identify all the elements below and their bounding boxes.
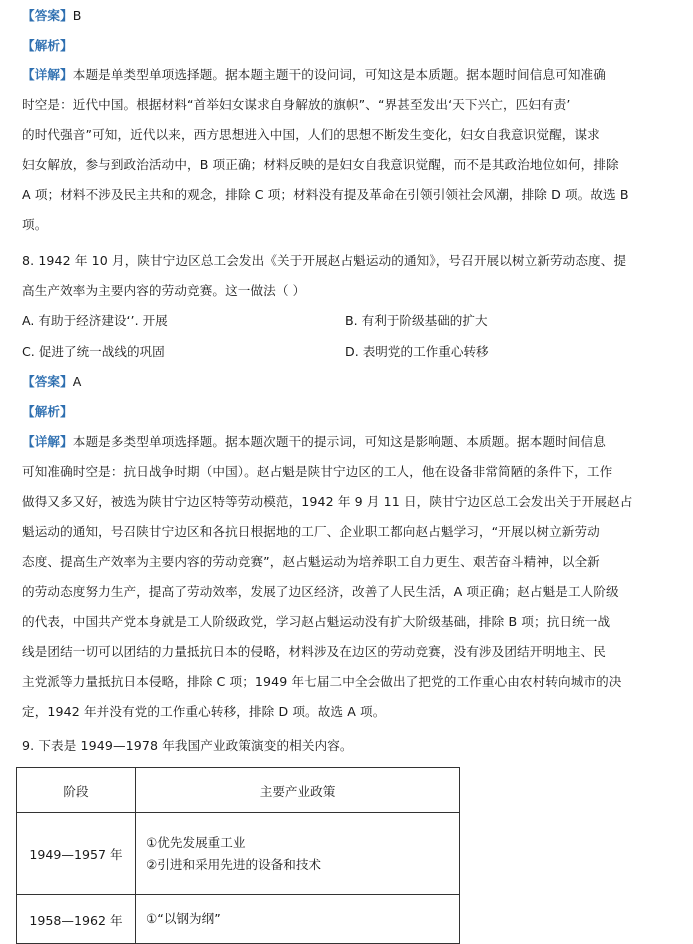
- q8-stem-line: 8. 1942 年 10 月，陕甘宁边区总工会发出《关于开展赵占魁运动的通知》，号召开展以树立新劳动态度、提: [22, 253, 627, 268]
- detail-tag: 【详解】: [22, 434, 73, 449]
- q8-option-b: B. 有利于阶级基础的扩大: [345, 313, 488, 328]
- q8-option-c: C. 促进了统一战线的巩固: [22, 344, 165, 359]
- table-row: [17, 813, 460, 895]
- q8-detail-line: 的劳动态度努力生产，提高了劳动效率，发展了边区经济，改善了人民生活，A 项正确；赵占魁是工人阶级: [22, 584, 619, 599]
- q8-detail-line: 态度、提高生产效率为主要内容的劳动竞赛”，赵占魁运动为培养职工自力更生、艰苦奋斗精神，以全新: [22, 554, 600, 569]
- policy-cell: [136, 895, 460, 944]
- detail-text: 本题是单类型单项选择题。据本题主题干的设问词，可知这是本质题。据本题时间信息可知准确: [72, 67, 606, 82]
- q7-answer-line: [22, 8, 672, 24]
- q8-detail-line: 线是团结一切可以团结的力量抵抗日本的侵略，材料涉及在边区的劳动竞赛，没有涉及团结开明地主、民: [22, 644, 606, 659]
- table-header-row: [17, 768, 460, 813]
- q8-stem-line: 高生产效率为主要内容的劳动竞赛。这一做法（ ）: [22, 283, 306, 298]
- detail-tag: 【详解】: [22, 67, 73, 82]
- answer-value: B: [72, 8, 82, 23]
- table-row: [17, 895, 460, 944]
- q8-detail-line: 做得又多又好，被选为陕甘宁边区特等劳动模范，1942 年 9 月 11 日，陕甘宁边区总工会发出关于开展赵占: [22, 494, 633, 509]
- answer-value: A: [72, 374, 82, 389]
- answer-tag: 【答案】: [22, 8, 73, 23]
- q8-detail-line: 魁运动的通知，号召陕甘宁边区和各抗日根据地的工厂、企业职工都向赵占魁学习，“开展以树立新劳动: [22, 524, 600, 539]
- q7-detail-line: 妇女解放，参与到政治活动中，B 项正确；材料反映的是妇女自我意识觉醒，而不是其政治地位如何，排除: [22, 157, 619, 172]
- q7-analysis-line: [22, 38, 672, 54]
- analysis-tag: 【解析】: [22, 404, 73, 419]
- q7-detail-line: 的时代强音”可知，近代以来，西方思想进入中国，人们的思想不断发生变化，妇女自我意识觉醒，谋求: [22, 127, 600, 142]
- q7-detail-line: 时空是：近代中国。根据材料“首举妇女谋求自身解放的旗帜”、“界甚至发出‘天下兴亡，匹妇有责’: [22, 97, 571, 112]
- policy-item: ①“以钢为纲”: [146, 911, 221, 926]
- analysis-tag: 【解析】: [22, 38, 73, 53]
- q7-detail-line: A 项；材料不涉及民主共和的观念，排除 C 项；材料没有提及革命在引领引领社会风潮，排除 D 项。故选 B: [22, 187, 629, 202]
- stage-cell: 1958—1962 年: [17, 895, 136, 944]
- stage-cell: 1949—1957 年: [17, 813, 136, 895]
- answer-tag: 【答案】: [22, 374, 73, 389]
- q8-detail-line: 的代表，中国共产党本身就是工人阶级政党，学习赵占魁运动没有扩大阶级基础，排除 B 项；抗日统一战: [22, 614, 611, 629]
- q7-detail-line: [22, 67, 672, 83]
- policy-cell: [136, 813, 460, 895]
- q8-detail-line: 定，1942 年并没有党的工作重心转移，排除 D 项。故选 A 项。: [22, 704, 386, 719]
- q8-analysis-line: [22, 404, 672, 420]
- industry-policy-table: [16, 767, 460, 944]
- policy-item: ②引进和采用先进的设备和技术: [146, 856, 322, 872]
- q8-option-d: D. 表明党的工作重心转移: [345, 344, 489, 359]
- detail-text: 本题是多类型单项选择题。据本题次题干的提示词，可知这是影响题、本质题。据本题时间信息: [72, 434, 606, 449]
- q8-detail-line: 主党派等力量抵抗日本侵略，排除 C 项；1949 年七届二中全会做出了把党的工作重心由农村转向城市的决: [22, 674, 622, 689]
- column-header-stage: 阶段: [17, 768, 136, 813]
- q8-detail-line: [22, 434, 672, 450]
- q9-stem: 9. 下表是 1949—1978 年我国产业政策演变的相关内容。: [22, 738, 353, 753]
- q8-option-a: A. 有助于经济建设‘’. 开展: [22, 313, 168, 328]
- column-header-policy: 主要产业政策: [136, 768, 460, 813]
- q8-detail-line: 可知准确时空是：抗日战争时期（中国）。赵占魁是陕甘宁边区的工人，他在设备非常简陋的条件下，工作: [22, 464, 613, 479]
- q8-answer-line: [22, 374, 672, 390]
- q7-detail-line: 项。: [22, 217, 48, 232]
- policy-item: ①优先发展重工业: [146, 834, 246, 850]
